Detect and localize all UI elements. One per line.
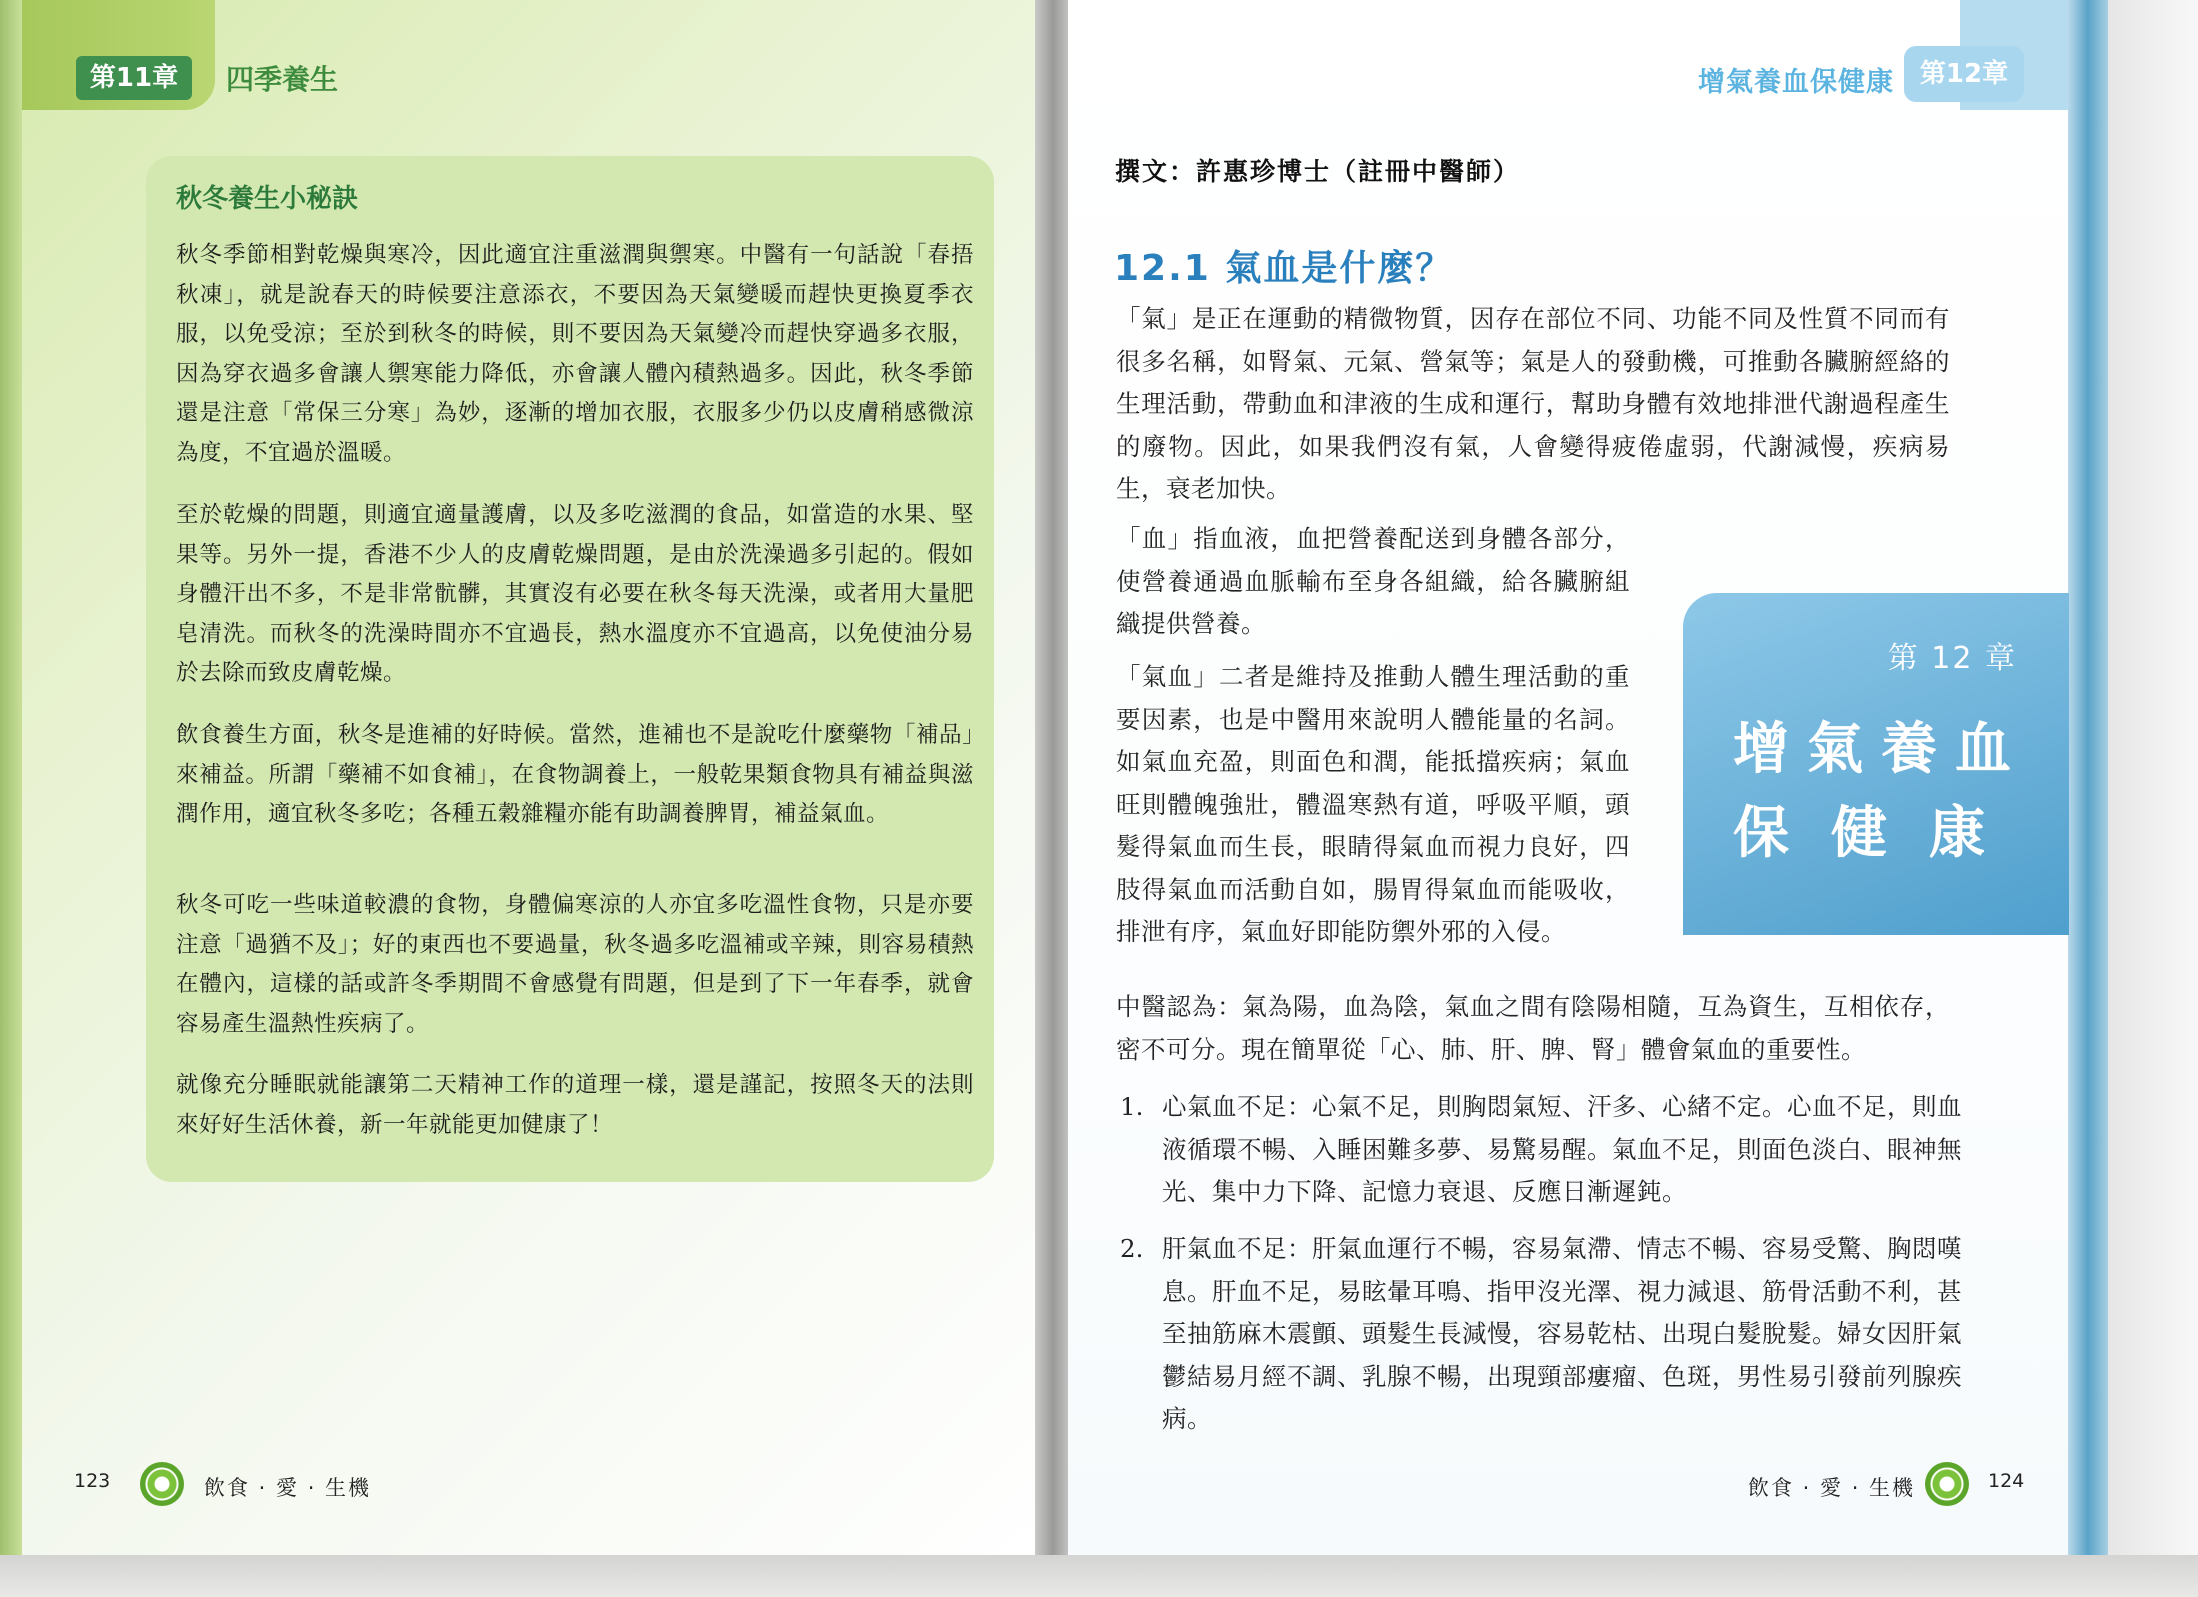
list-item-index: 1.	[1120, 1092, 1144, 1121]
right-page-edge	[2068, 0, 2108, 1560]
scan-margin	[2108, 0, 2198, 1597]
right-footer-book-title: 飲食 · 愛 · 生機	[1748, 1476, 1916, 1500]
book-logo-icon	[1925, 1462, 1969, 1506]
right-chapter-tab: 第12章	[1904, 46, 2024, 102]
tip-paragraph: 秋冬可吃一些味道較濃的食物，身體偏寒涼的人亦宜多吃溫性食物，只是亦要注意「過猶不及」；好的東西也不要過量，秋冬過多吃溫補或辛辣，則容易積熱在體內，這樣的話或許冬季期間不會感覺有問題，但是到了下一年春季，就會容易產生溫熱性疾病了。	[176, 892, 974, 1037]
section-title: 12.1 氣血是什麼？	[1114, 248, 1454, 289]
list-item-text: 肝氣血不足：肝氣血運行不暢，容易氣滯、情志不暢、容易受驚、胸悶嘆息。肝血不足，易眩暈耳鳴、指甲沒光澤、視力減退、筋骨活動不利，甚至抽筋麻木震顫、頭髮生長減慢，容易乾枯、出現白髮脫髮。婦女因肝氣鬱結易月經不調、乳腺不暢，出現頸部瘻瘤、色斑，男性易引發前列腺疾病。	[1162, 1234, 1962, 1433]
left-chapter-title: 四季養生	[226, 63, 339, 96]
list-item-index: 2.	[1120, 1234, 1144, 1263]
left-footer-book-title: 飲食 · 愛 · 生機	[204, 1476, 372, 1500]
list-item-text: 心氣血不足：心氣不足，則胸悶氣短、汗多、心緒不定。心血不足，則血液循環不暢、入睡困難多夢、易驚易醒。氣血不足，則面色淡白、眼神無光、集中力下降、記憶力衰退、反應日漸遲鈍。	[1162, 1092, 1962, 1206]
author-line: 撰文：許惠珍博士（註冊中醫師）	[1115, 157, 1521, 186]
tip-box	[146, 156, 994, 1182]
right-header-title: 增氣養血保健康	[1698, 67, 1894, 98]
body-paragraph: 「氣血」二者是維持及推動人體生理活動的重要因素，也是中醫用來說明人體能量的名詞。如氣血充盈，則面色和潤，能抵擋疾病；氣血旺則體魄強壯，體溫寒熱有道，呼吸平順，頭髮得氣血而生長，眼睛得氣血而視力良好，四肢得氣血而活動自如，腸胃得氣血而能吸收，排泄有序，氣血好即能防禦外邪的入侵。	[1116, 662, 1630, 946]
left-chapter-tab: 第11章	[76, 56, 192, 100]
left-page-edge	[0, 0, 22, 1560]
chapter-box-number: 第 12 章	[1887, 641, 2017, 676]
chapter-title-box	[1683, 593, 2069, 935]
body-paragraph: 中醫認為：氣為陽，血為陰，氣血之間有陰陽相隨，互為資生，互相依存，密不可分。現在簡單從「心、肺、肝、脾、腎」體會氣血的重要性。	[1116, 992, 1950, 1064]
chapter-box-line2: 保健康	[1733, 801, 2027, 866]
tip-box-title: 秋冬養生小秘訣	[176, 184, 359, 214]
scan-bottom-edge	[0, 1555, 2198, 1597]
tip-paragraph: 秋冬季節相對乾燥與寒冷，因此適宜注重滋潤與禦寒。中醫有一句話說「春捂秋凍」，就是說春天的時候要注意添衣，不要因為天氣變暖而趕快更換夏季衣服，以免受涼；至於到秋冬的時候，則不要因為天氣變冷而趕快穿過多衣服，因為穿衣過多會讓人禦寒能力降低，亦會讓人體內積熱過多。因此，秋冬季節還是注意「常保三分寒」為妙，逐漸的增加衣服，衣服多少仍以皮膚稍感微涼為度，不宜過於溫暖。	[176, 242, 974, 466]
tip-paragraph: 就像充分睡眠就能讓第二天精神工作的道理一樣，還是謹記，按照冬天的法則來好好生活休養，新一年就能更加健康了！	[176, 1072, 974, 1138]
right-page-number: 124	[1988, 1470, 2025, 1492]
body-paragraph: 「氣」是正在運動的精微物質，因存在部位不同、功能不同及性質不同而有很多名稱，如腎氣、元氣、營氣等；氣是人的發動機，可推動各臟腑經絡的生理活動，帶動血和津液的生成和運行，幫助身體有效地排泄代謝過程產生的廢物。因此，如果我們沒有氣，人會變得疲倦虛弱，代謝減慢，疾病易生，衰老加快。	[1116, 304, 1950, 503]
tip-paragraph: 飲食養生方面，秋冬是進補的好時候。當然，進補也不是說吃什麼藥物「補品」來補益。所謂「藥補不如食補」，在食物調養上，一般乾果類食物具有補益與滋潤作用，適宜秋冬多吃；各種五穀雜糧亦能有助調養脾胃，補益氣血。	[176, 722, 974, 827]
book-logo-icon	[140, 1462, 184, 1506]
left-page-number: 123	[74, 1470, 111, 1492]
tip-paragraph: 至於乾燥的問題，則適宜適量護膚，以及多吃滋潤的食品，如當造的水果、堅果等。另外一提，香港不少人的皮膚乾燥問題，是由於洗澡過多引起的。假如身體汗出不多，不是非常骯髒，其實沒有必要在秋冬每天洗澡，或者用大量肥皂清洗。而秋冬的洗澡時間亦不宜過長，熱水溫度亦不宜過高，以免使油分易於去除而致皮膚乾燥。	[176, 502, 974, 686]
chapter-box-line1: 增氣養血	[1733, 717, 2029, 782]
body-paragraph: 「血」指血液，血把營養配送到身體各部分，使營養通過血脈輸布至身各組織，給各臟腑組織提供營養。	[1116, 524, 1630, 638]
